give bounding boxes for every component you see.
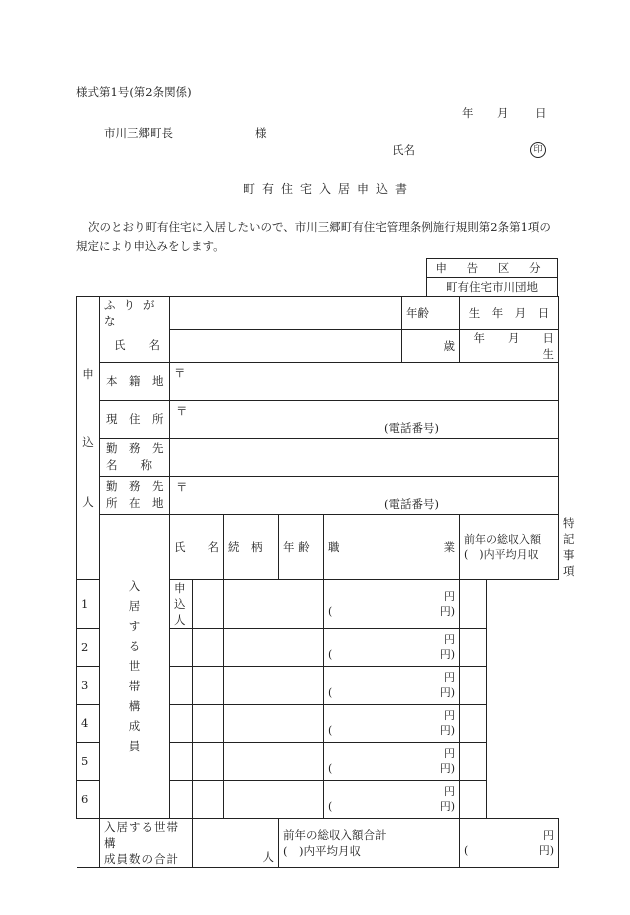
address-field[interactable]	[170, 400, 559, 438]
workplace-name-field[interactable]	[170, 438, 559, 476]
member-name-cell[interactable]: 6	[77, 780, 170, 818]
member-age-cell[interactable]	[193, 742, 224, 780]
category-value: 町有住宅市川団地	[427, 278, 558, 297]
member-age-cell[interactable]	[193, 780, 224, 818]
category-header: 申 告 区 分	[427, 259, 558, 278]
member-age-cell[interactable]	[193, 628, 224, 666]
member-name-cell[interactable]: 4	[77, 704, 170, 742]
income-cell[interactable]: 円 ( 円)	[324, 666, 460, 704]
income-cell[interactable]: 円 ( 円)	[324, 704, 460, 742]
member-name-cell[interactable]: 3	[77, 666, 170, 704]
applicant-side-label: 申 込 人	[77, 297, 100, 580]
workplace-name-label: 勤 務 先 名 称	[100, 438, 170, 476]
date-month-label: 月	[497, 106, 509, 120]
birthdate-field[interactable]: 年 月 日生	[460, 329, 559, 362]
member-row	[77, 579, 559, 628]
member-age-header: 年 齢	[279, 514, 324, 579]
member-row	[77, 666, 559, 704]
notes-cell[interactable]	[460, 579, 487, 628]
address-label: 現 住 所	[100, 400, 170, 438]
occupation-cell[interactable]	[224, 742, 324, 780]
member-age-cell[interactable]	[193, 704, 224, 742]
relation-cell[interactable]	[170, 704, 193, 742]
member-row	[77, 704, 559, 742]
member-name-header: 氏 名	[170, 514, 224, 579]
occupation-cell[interactable]	[224, 579, 324, 628]
postal-mark-icon: 〒	[174, 365, 186, 380]
income-total-field[interactable]: 円 ( 円)	[460, 818, 559, 867]
member-count-label: 入居する世帯構 成員数の合計	[100, 818, 193, 867]
honseki-label: 本 籍 地	[100, 362, 170, 400]
honseki-field[interactable]	[170, 362, 559, 400]
phone-label: (電話番号)	[384, 420, 439, 435]
relation-cell[interactable]	[170, 742, 193, 780]
member-row	[77, 628, 559, 666]
member-count-field[interactable]: 人	[193, 818, 279, 867]
member-name-cell[interactable]: 5	[77, 742, 170, 780]
occupation-cell[interactable]	[224, 666, 324, 704]
workplace-address-label: 勤 務 先 所 在 地	[100, 476, 170, 514]
notes-cell[interactable]	[460, 780, 487, 818]
relation-cell[interactable]	[170, 780, 193, 818]
occupation-cell[interactable]	[224, 704, 324, 742]
workplace-address-field[interactable]	[170, 476, 559, 514]
occupation-cell[interactable]	[224, 628, 324, 666]
body-paragraph: 次のとおり町有住宅に入居したいので、市川三郷町有住宅管理条例施行規則第2条第1項の規定により申込みをします。	[76, 220, 551, 253]
income-total-label: 前年の総収入額合計 ( )内平均月収	[279, 818, 460, 867]
name-label: 氏 名	[100, 329, 170, 362]
furigana-field[interactable]	[170, 297, 402, 330]
applicant-name-label: 氏名	[392, 143, 415, 157]
postal-mark-icon: 〒	[176, 479, 188, 494]
income-cell[interactable]: 円 ( 円)	[324, 579, 460, 628]
birthdate-label: 生 年 月 日	[460, 297, 559, 330]
member-row	[77, 780, 559, 818]
form-number: 様式第1号(第2条関係)	[76, 85, 192, 99]
notes-cell[interactable]	[460, 666, 487, 704]
phone-label: (電話番号)	[384, 496, 439, 511]
member-name-cell[interactable]: 1	[77, 579, 170, 628]
income-cell[interactable]: 円 ( 円)	[324, 742, 460, 780]
date-year-label: 年	[462, 106, 474, 120]
member-age-cell[interactable]	[193, 579, 224, 628]
seal-icon: 印	[530, 142, 546, 158]
furigana-label: ふりがな	[100, 297, 170, 330]
date-day-label: 日	[535, 106, 547, 120]
relation-cell[interactable]	[170, 666, 193, 704]
application-table: 申 込 人 ふりがな 年齢 生 年 月 日 氏 名 歳 年 月 日生 本 籍 地 〒 現 住 所 〒 (電話番号) 勤 務 先 名 称 勤 務 先 所 在 地 〒 (電話番号) 入 居 す る 世 帯 構 成 員 氏 名 続 柄 年 齢 職 業 前年の総収入額 ( )内平均月収 特 記 事 項 1 申込人 円 ( 円) 2 円 ( 円) 3 円 ( 円) 4 円 ( 円) 5 円 ( 円) 6 円 ( 円) 入居する世帯構 成員数の合計 人 前年の総収入額合計 ( )内平均月収 円 ( 円)	[76, 296, 559, 868]
income-header: 前年の総収入額 ( )内平均月収	[460, 514, 559, 579]
member-row	[77, 742, 559, 780]
members-side-label: 入 居 す る 世 帯 構 成 員	[100, 514, 170, 818]
notes-cell[interactable]	[460, 628, 487, 666]
relation-cell[interactable]	[170, 628, 193, 666]
occupation-header: 職 業	[324, 514, 460, 579]
income-cell[interactable]: 円 ( 円)	[324, 628, 460, 666]
page-title: 町有住宅入居申込書	[243, 182, 415, 196]
occupation-cell[interactable]	[224, 780, 324, 818]
footer-spacer	[77, 818, 100, 867]
addressee: 市川三郷町長	[104, 126, 173, 140]
postal-mark-icon: 〒	[176, 403, 188, 418]
notes-cell[interactable]	[460, 704, 487, 742]
category-box	[426, 258, 558, 297]
member-name-cell[interactable]: 2	[77, 628, 170, 666]
age-field[interactable]: 歳	[402, 329, 460, 362]
age-label: 年齢	[402, 297, 460, 330]
income-cell[interactable]: 円 ( 円)	[324, 780, 460, 818]
name-field[interactable]	[170, 329, 402, 362]
seal-mark	[530, 141, 546, 158]
addressee-honorific: 様	[255, 126, 267, 140]
relation-header: 続 柄	[224, 514, 279, 579]
notes-cell[interactable]	[460, 742, 487, 780]
relation-cell[interactable]: 申込人	[170, 579, 193, 628]
member-age-cell[interactable]	[193, 666, 224, 704]
